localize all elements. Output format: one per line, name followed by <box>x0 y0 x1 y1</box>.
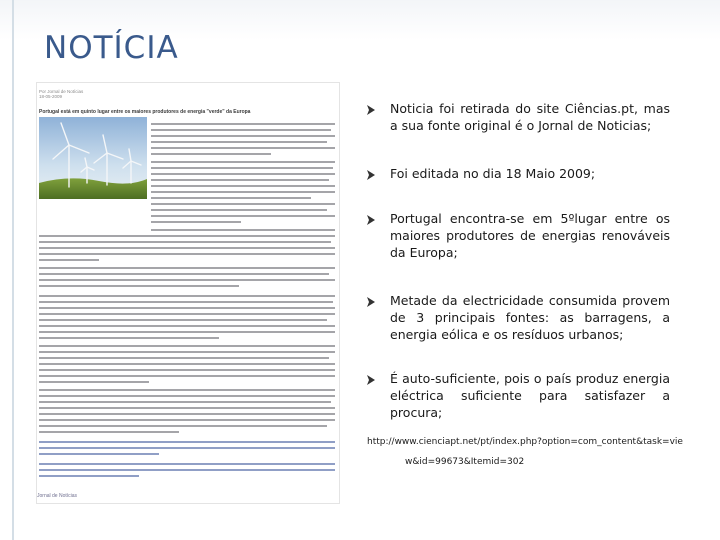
source-link-line-2[interactable]: w&id=99673&Itemid=302 <box>405 457 525 467</box>
arrow-bullet-icon <box>366 104 376 116</box>
wind-turbines-photo <box>39 117 147 199</box>
bullet-text: Foi editada no dia 18 Maio 2009; <box>390 166 596 181</box>
bullet-text: Noticia foi retirada do site Ciências.pt, mas a sua fonte original é o Jornal de Noticias; <box>390 101 670 133</box>
article-date: 18-05-2009 <box>39 94 63 99</box>
source-link[interactable] <box>367 432 707 472</box>
bullet-text: Portugal encontra-se em 5ºlugar entre os maiores produtores de energias renováveis da Europa; <box>390 211 670 260</box>
article-headline: Portugal está em quinto lugar entre os maiores produtores de energia "verde" da Europa <box>39 109 251 115</box>
arrow-bullet-icon <box>366 169 376 181</box>
article-source: Por Jornal de Notícias <box>39 89 84 94</box>
bullet-text: É auto-suficiente, pois o país produz energia eléctrica suficiente para satisfazer a procura; <box>390 371 670 420</box>
article-signature: Jornal de Notícias <box>37 493 78 499</box>
arrow-bullet-icon <box>366 374 376 386</box>
arrow-bullet-icon <box>366 214 376 226</box>
article-meta <box>39 89 83 99</box>
wind-turbines-illustration <box>39 117 147 199</box>
source-link-line-1[interactable]: http://www.cienciapt.net/pt/index.php?option=com_content&task=vie <box>367 437 683 447</box>
arrow-bullet-icon <box>366 296 376 308</box>
slide-title: NOTÍCIA <box>44 30 179 66</box>
bullet-text: Metade da electricidade consumida provem de 3 principais fontes: as barragens, a energia eólica e os resíduos urbanos; <box>390 293 670 342</box>
article-clipping <box>36 82 340 504</box>
slide-left-rule <box>12 0 14 540</box>
